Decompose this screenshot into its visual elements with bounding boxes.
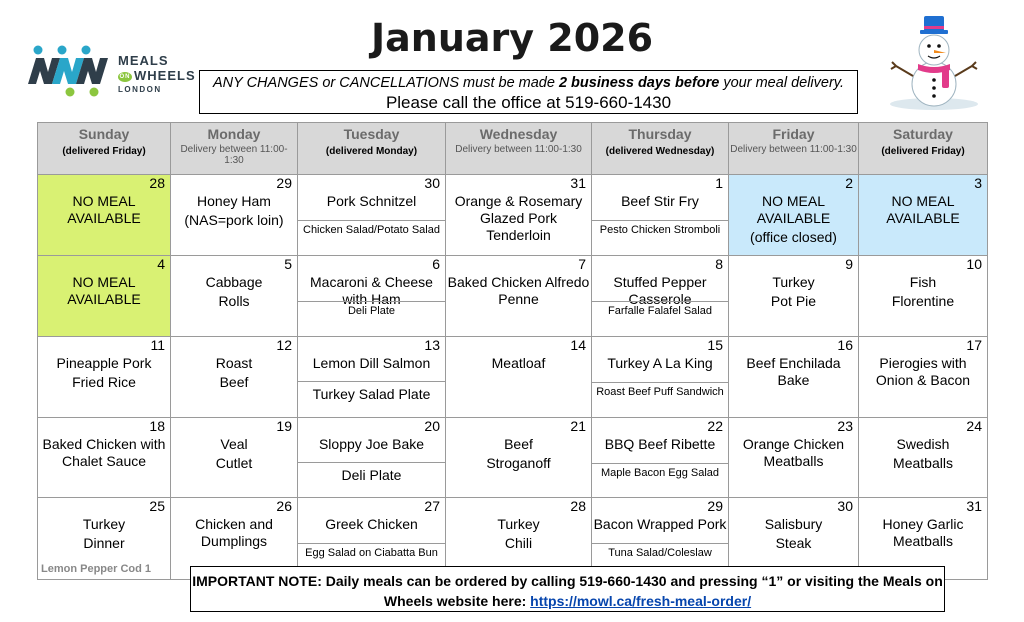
calendar-day-cell (298, 256, 446, 337)
meal-line: Roast (215, 355, 253, 371)
weekday-name: Wednesday (479, 126, 558, 142)
calendar-day-cell (171, 418, 298, 498)
meal-line: Macaroni & Cheese with Ham (310, 274, 433, 307)
alternate-meal: Turkey Salad Plate (298, 381, 445, 402)
meal-line: Stuffed Pepper Casserole (613, 274, 707, 307)
weekday-name: Sunday (78, 126, 130, 142)
weekday-delivery-note: (delivered Monday) (325, 146, 418, 157)
important-note-text: IMPORTANT NOTE: Daily meals can be ordered by calling 519-660-1430 and pressing “1” or visiting the Meals on Wheels website here: (192, 573, 943, 609)
calendar-day-cell (171, 175, 298, 256)
calendar-day-cell (859, 256, 988, 337)
day-number: 14 (570, 337, 586, 353)
day-number: 24 (966, 418, 982, 434)
calendar-day-cell (298, 175, 446, 256)
meal-line: NO MEAL AVAILABLE (886, 193, 960, 226)
alternate-meal: Farfalle Falafel Salad (592, 301, 728, 317)
calendar-week (38, 418, 988, 498)
calendar-day-cell (592, 256, 729, 337)
meal-line-secondary: (office closed) (750, 229, 837, 245)
changes-notice-box (199, 70, 858, 114)
important-note-box (190, 566, 945, 612)
meal-line: Lemon Dill Salmon (312, 355, 431, 371)
weekday-header-friday (729, 123, 859, 175)
notice-line-2: Please call the office at 519-660-1430 (385, 93, 672, 112)
weekday-header-wednesday (446, 123, 592, 175)
calendar-day-cell (298, 418, 446, 498)
meal-name (592, 175, 728, 210)
calendar-day-cell (592, 337, 729, 418)
weekday-name: Monday (207, 126, 261, 142)
calendar-week (38, 175, 988, 256)
day-number: 17 (966, 337, 982, 353)
day-number: 4 (157, 256, 165, 272)
calendar-day-cell (859, 175, 988, 256)
day-number: 6 (432, 256, 440, 272)
meal-line: Swedish (896, 436, 950, 452)
meal-line: Baked Chicken Alfredo Penne (447, 274, 590, 307)
day-number: 26 (276, 498, 292, 514)
weekday-name: Thursday (628, 126, 692, 142)
meal-name (298, 337, 445, 372)
day-number: 8 (715, 256, 723, 272)
meal-line-secondary: Meatballs (893, 455, 953, 471)
alternate-meal: Deli Plate (298, 462, 445, 483)
calendar-body (38, 175, 988, 580)
order-website-link[interactable]: https://mowl.ca/fresh-meal-order/ (530, 593, 752, 609)
meal-name (298, 498, 445, 533)
weekday-header-tuesday (298, 123, 446, 175)
meal-line: Orange Chicken Meatballs (742, 436, 845, 469)
calendar-day-cell (38, 418, 171, 498)
snowman-icon (888, 14, 980, 110)
notice-bold: 2 business days before (558, 75, 720, 91)
meal-name (298, 418, 445, 453)
weekday-header-thursday (592, 123, 729, 175)
alternate-meal: Chicken Salad/Potato Salad (298, 220, 445, 236)
meal-line: NO MEAL AVAILABLE (67, 274, 141, 307)
weekday-name: Friday (772, 126, 815, 142)
meal-line: Orange & Rosemary Glazed Pork Tenderloin (454, 193, 583, 243)
meal-line: Sloppy Joe Bake (318, 436, 425, 452)
meal-name (298, 175, 445, 210)
meal-name (446, 175, 591, 244)
meal-line: Fish (909, 274, 937, 290)
day-number: 25 (149, 498, 165, 514)
meal-name (446, 498, 591, 552)
meal-line-secondary: Dinner (83, 535, 125, 551)
day-number: 5 (284, 256, 292, 272)
meal-line: Pierogies with Onion & Bacon (875, 355, 971, 388)
meal-line: NO MEAL AVAILABLE (67, 193, 141, 226)
weekday-delivery-note: Delivery between 11:00-1:30 (730, 144, 857, 155)
day-number: 13 (424, 337, 440, 353)
day-number: 9 (845, 256, 853, 272)
meal-line: Turkey (82, 516, 126, 532)
weekday-delivery-note: (delivered Friday) (881, 146, 965, 157)
weekday-delivery-note: (delivered Wednesday) (605, 146, 715, 157)
calendar-day-cell (446, 418, 592, 498)
weekday-delivery-note: Delivery between 11:00-1:30 (455, 144, 582, 155)
alternate-meal: Pesto Chicken Stromboli (592, 220, 728, 236)
meal-line-secondary: Chili (504, 535, 533, 551)
day-number: 29 (276, 175, 292, 191)
calendar-day-cell (38, 175, 171, 256)
weekday-header-sunday (38, 123, 171, 175)
meal-line: Turkey (772, 274, 815, 290)
notice-suffix: your meal delivery. (719, 75, 844, 91)
weekday-delivery-note: (delivered Friday) (62, 146, 146, 157)
calendar-day-cell (38, 337, 171, 418)
calendar-day-cell (729, 337, 859, 418)
meal-line: Turkey (497, 516, 540, 532)
day-number: 31 (966, 498, 982, 514)
calendar-day-cell (171, 256, 298, 337)
meal-line: Pork Schnitzel (326, 193, 417, 209)
meal-line: Salisbury (764, 516, 823, 532)
meal-line-secondary: Stroganoff (486, 455, 551, 471)
day-number: 19 (276, 418, 292, 434)
meal-line-secondary: Steak (775, 535, 812, 551)
weekday-name: Tuesday (343, 126, 400, 142)
day-number: 3 (974, 175, 982, 191)
meal-line-secondary: Pot Pie (770, 293, 817, 309)
day-number: 21 (570, 418, 586, 434)
calendar-day-cell (171, 337, 298, 418)
weekday-header-row (38, 123, 988, 175)
alternate-meal: Egg Salad on Ciabatta Bun (298, 543, 445, 559)
day-number: 18 (149, 418, 165, 434)
day-number: 7 (578, 256, 586, 272)
day-number: 23 (837, 418, 853, 434)
weekday-header-saturday (859, 123, 988, 175)
logo-wordmark (118, 54, 196, 94)
meal-line: Honey Ham (197, 193, 271, 209)
calendar-day-cell (592, 418, 729, 498)
meal-line: NO MEAL AVAILABLE (756, 193, 831, 226)
meal-line: Meatloaf (491, 355, 546, 371)
meal-line: Honey Garlic Meatballs (882, 516, 964, 549)
day-number: 29 (707, 498, 723, 514)
alternate-meal: Tuna Salad/Coleslaw (592, 543, 728, 559)
logo-line-wheels-text: WHEELS (134, 68, 196, 83)
calendar-day-cell (729, 175, 859, 256)
calendar-day-cell (729, 418, 859, 498)
meal-line: Beef Enchilada Bake (746, 355, 841, 388)
meal-name (729, 175, 858, 246)
meal-name (446, 256, 591, 308)
meal-name (446, 418, 591, 472)
calendar-day-cell (729, 256, 859, 337)
calendar-day-cell (298, 337, 446, 418)
calendar-day-cell (859, 418, 988, 498)
meal-line: Cabbage (205, 274, 263, 290)
meal-calendar (37, 122, 988, 580)
meal-line: Turkey A La King (607, 355, 713, 371)
day-number: 15 (707, 337, 723, 353)
calendar-week (38, 256, 988, 337)
weekday-header-monday (171, 123, 298, 175)
meal-name (859, 175, 987, 227)
meal-name (171, 256, 297, 310)
day-number: 28 (149, 175, 165, 191)
calendar-day-cell (592, 175, 729, 256)
logo-line-wheels (118, 69, 196, 82)
day-number: 10 (966, 256, 982, 272)
meal-name (38, 256, 170, 308)
meal-line-secondary: Fried Rice (72, 374, 136, 390)
logo-line-meals: MEALS (118, 53, 169, 68)
overflow-note: Lemon Pepper Cod 1 (37, 563, 167, 577)
calendar-week (38, 337, 988, 418)
page-title: January 2026 (370, 16, 654, 60)
notice-line-1 (200, 75, 857, 91)
calendar-day-cell (38, 256, 171, 337)
meal-name (729, 256, 858, 310)
alternate-meal: Maple Bacon Egg Salad (592, 463, 728, 479)
meal-line-secondary: Rolls (218, 293, 250, 309)
day-number: 30 (424, 175, 440, 191)
day-number: 22 (707, 418, 723, 434)
meal-line-secondary: (NAS=pork loin) (184, 212, 284, 228)
weekday-name: Saturday (893, 126, 953, 142)
day-number: 28 (570, 498, 586, 514)
day-number: 16 (837, 337, 853, 353)
day-number: 27 (424, 498, 440, 514)
logo-on-badge: ON (119, 73, 131, 80)
alternate-meal: Deli Plate (298, 301, 445, 317)
day-number: 1 (715, 175, 723, 191)
logo-line-city: LONDON (118, 85, 162, 94)
meal-line: Bacon Wrapped Pork (593, 516, 727, 532)
meal-line: Chicken and Dumplings (195, 516, 273, 549)
meal-line: Beef (504, 436, 533, 452)
meal-line-secondary: Cutlet (215, 455, 253, 471)
meal-line: Beef Stir Fry (621, 193, 699, 209)
notice-prefix: ANY CHANGES or CANCELLATIONS must be made (213, 75, 559, 91)
calendar-day-cell (446, 256, 592, 337)
day-number: 2 (845, 175, 853, 191)
day-number: 30 (837, 498, 853, 514)
day-number: 12 (276, 337, 292, 353)
meal-line: Pineapple Pork (56, 355, 152, 371)
day-number: 11 (150, 337, 165, 353)
meal-line: BBQ Beef Ribette (604, 436, 716, 452)
meal-line-secondary: Beef (219, 374, 249, 390)
calendar-day-cell (446, 175, 592, 256)
weekday-delivery-note: Delivery between 11:00-1:30 (180, 144, 288, 166)
meal-name (446, 337, 591, 372)
calendar-day-cell (859, 337, 988, 418)
meal-line: Veal (220, 436, 248, 452)
day-number: 31 (570, 175, 586, 191)
alternate-meal: Roast Beef Puff Sandwich (592, 382, 728, 398)
day-number: 20 (424, 418, 440, 434)
meal-line: Baked Chicken with Chalet Sauce (42, 436, 166, 469)
meal-line-secondary: Florentine (891, 293, 955, 309)
calendar-day-cell (446, 337, 592, 418)
meal-line: Greek Chicken (325, 516, 418, 532)
